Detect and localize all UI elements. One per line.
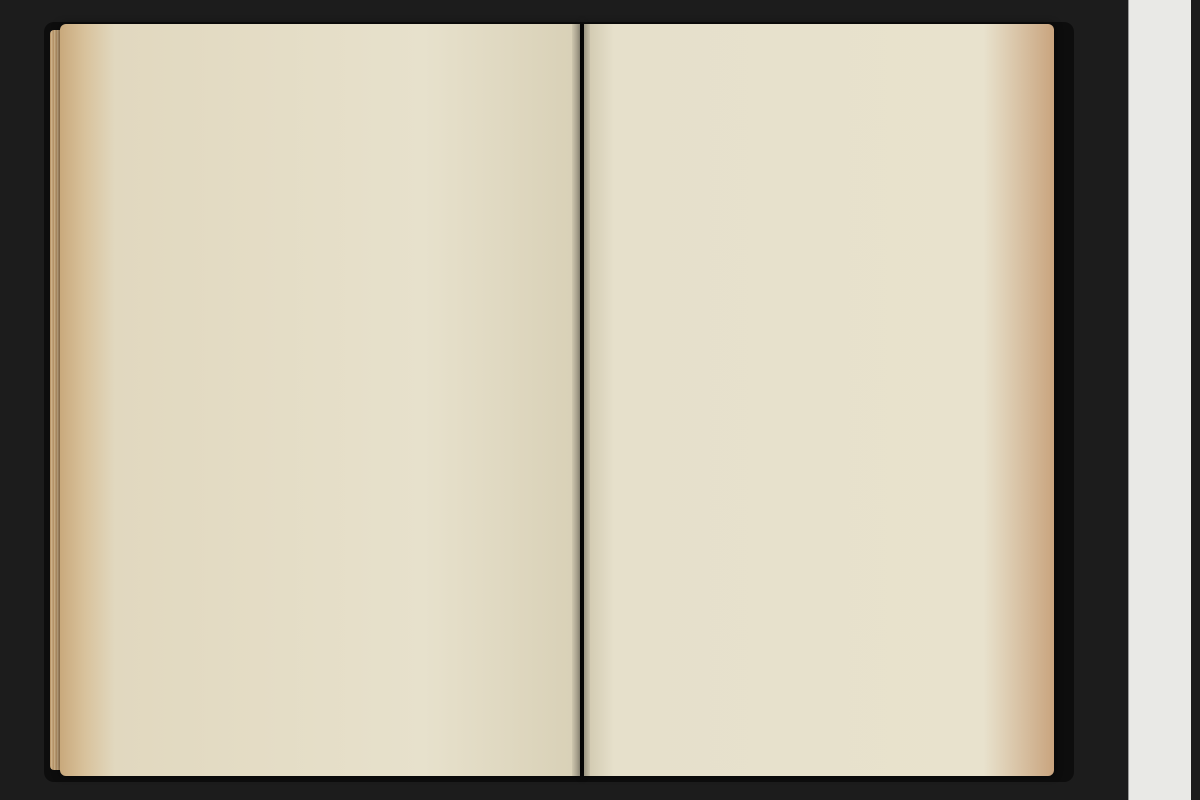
measurement-ruler xyxy=(1128,0,1191,800)
left-page xyxy=(60,24,580,776)
book-gutter xyxy=(572,24,590,776)
right-page xyxy=(584,24,1054,776)
